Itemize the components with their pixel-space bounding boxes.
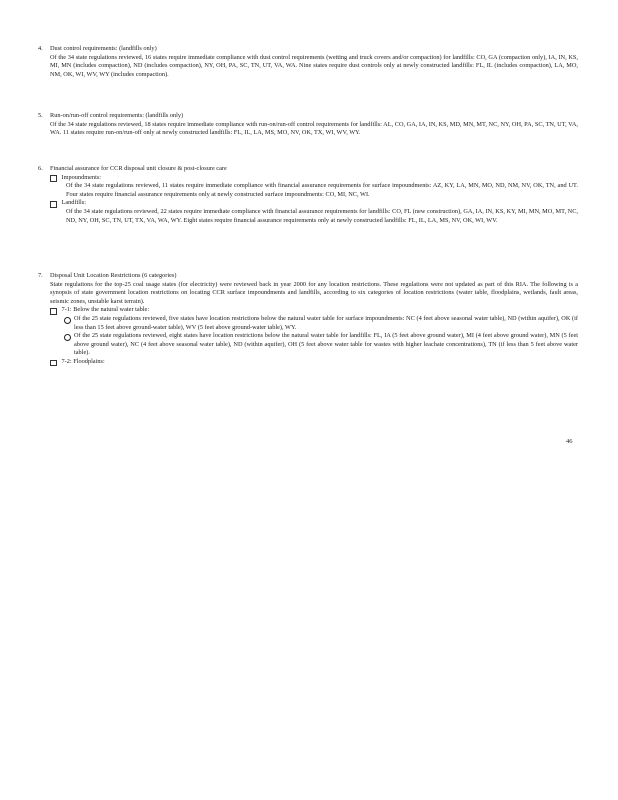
section-7 [38, 272, 578, 367]
section-number: 4. [38, 45, 43, 52]
section-body: Of the 34 state regulations reviewed, 16 states require immediate compliance with dust control requirements (wetting and truck covers and/or compaction) for landfills: CO, GA (compaction only), IA, IN, KS, MI, MN (includes compaction), ND (includes compaction), NY, OH, PA, SC, TN, UT, VA, WA. Nine states require dust controls only at newly constructed landfills: FL, IL (includes compaction), LA, MO, NM, OK, WI, WV, WY (includes compaction). [50, 53, 578, 78]
circle-bullet-icon [64, 317, 71, 324]
landfills-item [38, 199, 578, 208]
section-number: 6. [38, 165, 43, 172]
bullet-icon [50, 201, 57, 208]
section-5 [38, 112, 578, 138]
restriction-text: Of the 25 state regulations reviewed, eight states have location restrictions below the natural water table for landfills: FL, IA (5 feet above ground water), MI (4 feet above ground water), MN (5 feet above ground water), NC (4 feet above seasonal water table), ND (within aquifer), OH (5 feet above water table for wastes with higher leachate concentrations), TN (if less than 5 feet above water table). [74, 332, 578, 357]
impoundments-label: Impoundments: [61, 173, 102, 181]
section-title: Dust control requirements: (landfills only) [50, 45, 157, 52]
restriction-7-2 [38, 358, 578, 367]
bullet-icon [50, 360, 57, 367]
bullet-icon [50, 175, 57, 182]
impoundments-body: Of the 34 state regulations reviewed, 11 states require immediate compliance with financial assurance requirements for surface impoundments: AZ, KY, LA, MN, MO, ND, NM, NV, OK, TN, and UT. Four states require financial assurance requirements only at newly constructed surface impoundments: CO, MI, NC, WI. [66, 182, 578, 198]
restriction-7-1 [38, 306, 578, 315]
section-number: 7. [38, 272, 43, 279]
section-title: Disposal Unit Location Restrictions (6 categories) [50, 272, 177, 279]
landfills-body: Of the 34 state regulations reviewed, 22 states require immediate compliance with financial assurance requirements for landfills: CO, FL (new construction), GA, IA, IN, KS, KY, MI, MN, MO, MT, NC, ND, NY, OH, SC, TN, UT, TX, VA, WA, WY. Eight states require financial assurance requirements only at newly constructed landfills: FL, IL, LA, MS, NV, OK, WI, WV. [66, 207, 578, 224]
section-title: Run-on/run-off control requirements: (landfills only) [50, 112, 184, 119]
restriction-text: Of the 25 state regulations reviewed, five states have location restrictions below the natural water table for surface impoundments: NC (4 feet above seasonal water table), ND (within aquifer), OK (if less than 15 feet above ground-water table), WV (5 feet above ground-water table), WY. [74, 314, 578, 331]
restriction-label: 7-1: Below the natural water table: [61, 306, 150, 314]
restriction-label: 7-2: Floodplains: [61, 357, 105, 365]
bullet-icon [50, 308, 57, 315]
section-number: 5. [38, 112, 43, 119]
section-4 [38, 45, 578, 79]
section-body: State regulations for the top-25 coal usage states (for electricity) were reviewed back in year 2000 for any location restrictions. These regulations were not updated as part of this RIA. The following is a synopsis of state government location restrictions on locating CCR surface impoundments and landfills, according to six categories of location restrictions (water table, floodplains, wetlands, fault areas, seismic zones, unstable karst terrain). [50, 280, 578, 305]
circle-bullet-icon [64, 334, 71, 341]
impoundments-item [38, 174, 578, 183]
restriction-7-1-impoundments [38, 315, 578, 332]
section-6 [38, 165, 578, 225]
restriction-7-1-landfills [38, 332, 578, 358]
section-title: Financial assurance for CCR disposal unit closure & post-closure care [50, 165, 227, 172]
landfills-label: Landfills: [61, 199, 86, 207]
page-number: 46 [566, 438, 573, 445]
section-body: Of the 34 state regulations reviewed, 18 states require immediate compliance with run-on/run-off control requirements for landfills: AL, CO, GA, IA, IN, KS, MD, MN, MT, NC, NY, OH, PA, SC, TN, UT, VA, WA. 11 states require run-on/run-off only at newly constructed landfills: FL, IL, LA, MS, MO, NV, OK, TX, WI, WV, WY. [50, 120, 578, 137]
